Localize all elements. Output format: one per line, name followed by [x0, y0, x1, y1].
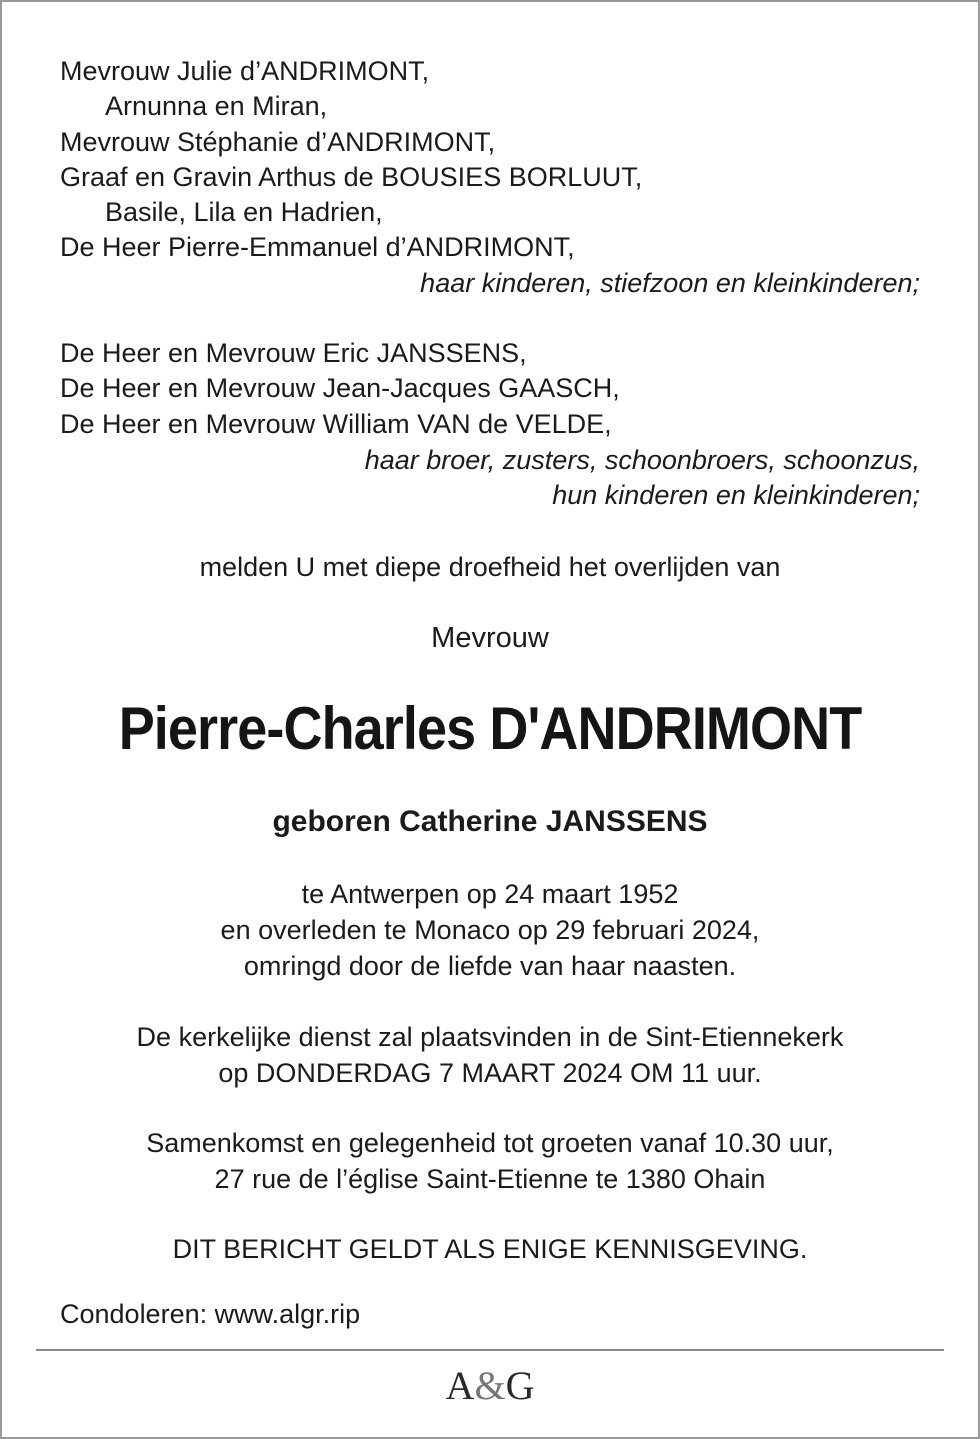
service-line: op DONDERDAG 7 MAART 2024 OM 11 uur.: [218, 1058, 762, 1088]
maiden-name: geboren Catherine JANSSENS: [272, 805, 708, 838]
condolences-link[interactable]: Condoleren: www.algr.rip: [60, 1299, 361, 1329]
family-line: Mevrouw Stéphanie d’ANDRIMONT,: [60, 127, 496, 157]
family-relation: hun kinderen en kleinkinderen;: [552, 480, 920, 510]
life-line: omringd door de liefde van haar naasten.: [243, 951, 737, 981]
family-line: De Heer Pierre-Emmanuel d’ANDRIMONT,: [60, 232, 575, 262]
family-line: Arnunna en Miran,: [105, 91, 328, 121]
gathering-line: 27 rue de l’église Saint-Etienne te 1380 Ohain: [214, 1164, 766, 1194]
logo-ampersand: &: [474, 1363, 506, 1408]
deceased-name: Pierre-Charles D'ANDRIMONT: [118, 695, 862, 762]
family-line: Graaf en Gravin Arthus de BOUSIES BORLUUT,: [60, 162, 643, 192]
family-line: De Heer en Mevrouw Jean-Jacques GAASCH,: [60, 373, 620, 403]
family-line: De Heer en Mevrouw Eric JANSSENS,: [60, 338, 527, 368]
family-relation: haar broer, zusters, schoonbroers, schoonzus,: [364, 445, 920, 475]
notice-text: DIT BERICHT GELDT ALS ENIGE KENNISGEVING.: [172, 1234, 808, 1264]
family-line: Basile, Lila en Hadrien,: [105, 197, 383, 227]
family-line: De Heer en Mevrouw William VAN de VELDE,: [60, 409, 612, 439]
service-line: De kerkelijke dienst zal plaatsvinden in de Sint-Etiennekerk: [136, 1022, 844, 1052]
family-relation: haar kinderen, stiefzoon en kleinkinderen;: [420, 268, 920, 298]
deceased-title: Mevrouw: [431, 622, 549, 654]
life-line: en overleden te Monaco op 29 februari 2024,: [220, 915, 760, 945]
family-line: Mevrouw Julie d’ANDRIMONT,: [60, 56, 430, 86]
announcement-text: melden U met diepe droefheid het overlijden van: [199, 552, 781, 582]
ag-logo: [0, 1362, 980, 1410]
life-line: te Antwerpen op 24 maart 1952: [301, 879, 679, 909]
logo-letter: G: [505, 1363, 535, 1408]
gathering-line: Samenkomst en gelegenheid tot groeten vanaf 10.30 uur,: [146, 1128, 834, 1158]
divider: [36, 1349, 944, 1351]
logo-letter: A: [445, 1363, 475, 1408]
